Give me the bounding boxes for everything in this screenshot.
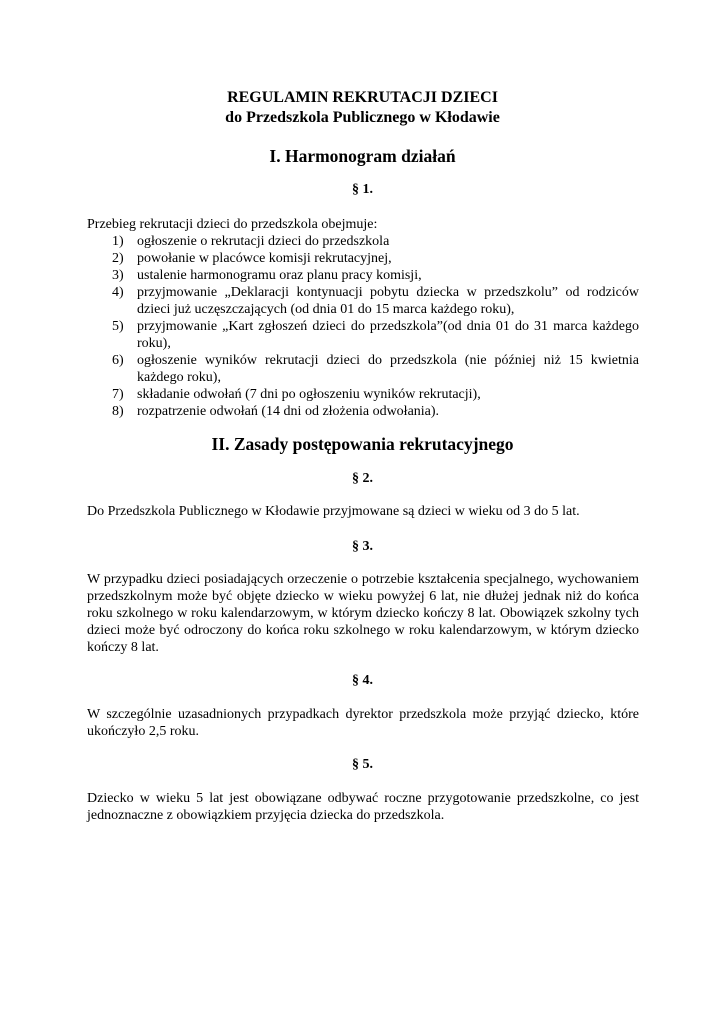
list-item-text: ustalenie harmonogramu oraz planu pracy komisji,: [137, 268, 422, 283]
document-title-line1: REGULAMIN REKRUTACJI DZIECI: [227, 89, 498, 106]
list-item: [87, 386, 639, 403]
paragraph-mark-4: § 4.: [352, 673, 373, 688]
list-item-number: 2): [112, 251, 124, 266]
list-item-number: 3): [112, 268, 124, 283]
list-item-number: 6): [112, 353, 124, 368]
list-item-text: ogłoszenie o rekrutacji dzieci do przedszkola: [137, 234, 390, 249]
list-item: [87, 233, 639, 250]
list-item-number: 5): [112, 319, 124, 334]
list-item: [87, 352, 639, 386]
list-item-number: 4): [112, 285, 124, 300]
list-item-text: przyjmowanie „Kart zgłoszeń dzieci do przedszkola”(od dnia 01 do 31 marca każdego roku),: [137, 319, 639, 351]
list-item-text: rozpatrzenie odwołań (14 dni od złożenia odwołania).: [137, 404, 440, 419]
paragraph-3-text: W przypadku dzieci posiadających orzeczenie o potrzebie kształcenia specjalnego, wychowaniem przedszkolnym może być objęte dziecko w wieku powyżej 6 lat, nie dłużej jednak niż do końca roku szkolnego w roku kalendarzowym, w którym dziecko kończy 8 lat. Obowiązek szkolny tych dzieci może być odroczony do końca roku szkolnego w roku kalendarzowym, w którym dziecko kończy 8 lat.: [87, 572, 639, 655]
paragraph-4-text: W szczególnie uzasadnionych przypadkach dyrektor przedszkola może przyjąć dziecko, które ukończyło 2,5 roku.: [87, 707, 639, 739]
schedule-list: [87, 233, 639, 420]
list-item-number: 8): [112, 404, 124, 419]
list-item: [87, 284, 639, 318]
list-item: [87, 318, 639, 352]
paragraph-5-text: Dziecko w wieku 5 lat jest obowiązane odbywać roczne przygotowanie przedszkolne, co jest jednoznaczne z obowiązkiem przyjęcia dziecka do przedszkola.: [87, 791, 639, 823]
list-item: [87, 267, 639, 284]
list-item-number: 7): [112, 387, 124, 402]
list-item-text: przyjmowanie „Deklaracji kontynuacji pobytu dziecka w przedszkolu” od rodziców dzieci już uczęszczających (od dnia 01 do 15 marca każdego roku),: [137, 285, 639, 317]
paragraph-mark-3: § 3.: [352, 539, 373, 554]
list-item-text: ogłoszenie wyników rekrutacji dzieci do przedszkola (nie później niż 15 kwietnia każdego roku),: [137, 353, 639, 385]
section-heading-harmonogram: I. Harmonogram działań: [269, 146, 456, 166]
document-title-line2: do Przedszkola Publicznego w Kłodawie: [225, 109, 500, 126]
list-item: [87, 403, 639, 420]
paragraph-2-text: Do Przedszkola Publicznego w Kłodawie przyjmowane są dzieci w wieku od 3 do 5 lat.: [87, 504, 580, 519]
paragraph-intro: Przebieg rekrutacji dzieci do przedszkola obejmuje:: [87, 217, 378, 232]
list-item-text: powołanie w placówce komisji rekrutacyjnej,: [137, 251, 392, 266]
list-item: [87, 250, 639, 267]
list-item-number: 1): [112, 234, 124, 249]
section-heading-zasady: II. Zasady postępowania rekrutacyjnego: [211, 434, 514, 454]
paragraph-mark-2: § 2.: [352, 471, 373, 486]
paragraph-mark-5: § 5.: [352, 757, 373, 772]
paragraph-mark-1: § 1.: [352, 182, 373, 197]
list-item-text: składanie odwołań (7 dni po ogłoszeniu wyników rekrutacji),: [137, 387, 481, 402]
